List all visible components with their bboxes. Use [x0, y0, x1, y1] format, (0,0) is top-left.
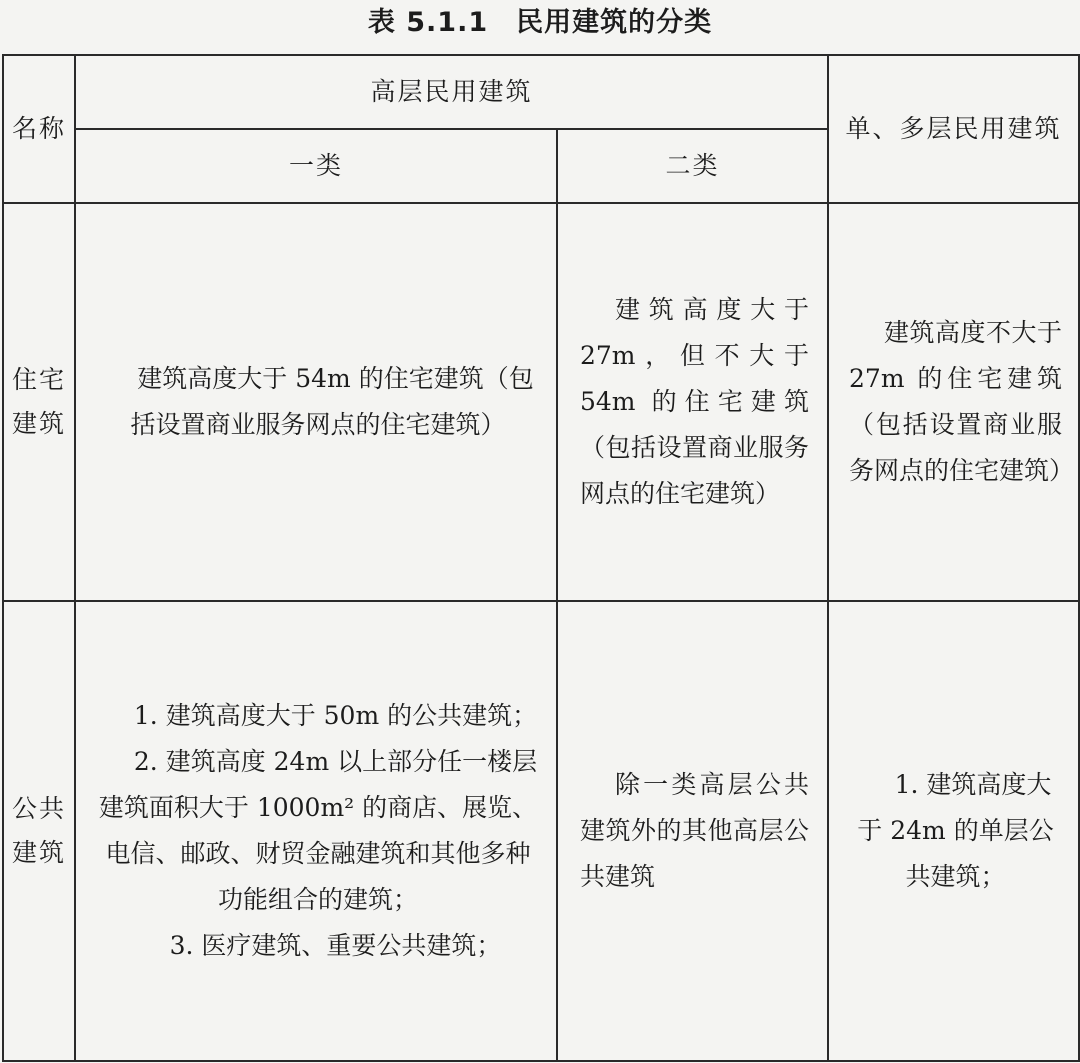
- building-classification-table: [2, 54, 1080, 1062]
- residential-class-two-cell: [557, 203, 828, 601]
- class-one-header-cell: [75, 129, 557, 203]
- public-row: [3, 601, 1079, 1061]
- table-caption: 表 5.1.1 民用建筑的分类: [367, 7, 713, 38]
- residential-class-one-text: 建筑高度大于 54m 的住宅建筑（包括设置商业服务网点的住宅建筑）: [130, 364, 534, 439]
- residential-class-one-cell: [75, 203, 557, 601]
- header-row: [3, 55, 1079, 129]
- name-header: 名称: [11, 114, 66, 143]
- public-class-two-cell: [557, 601, 828, 1061]
- residential-low-multi-text: 建筑高度不大于 27m 的住宅建筑（包括设置商业服务网点的住宅建筑）: [849, 318, 1075, 485]
- public-class-one-item: 1. 建筑高度大于 50m 的公共建筑；: [133, 701, 538, 730]
- public-low-multi-cell: [828, 601, 1079, 1061]
- residential-class-two-text: 建筑高度大于 27m，但不大于 54m 的住宅建筑（包括设置商业服务网点的住宅建筑）: [580, 295, 810, 508]
- class-one-header: 一类: [288, 151, 343, 180]
- low-multi-header: 单、多层民用建筑: [845, 114, 1062, 143]
- public-name: 公共建筑: [11, 794, 66, 867]
- low-multi-header-cell: [828, 55, 1079, 203]
- public-class-one-item: 3. 医疗建筑、重要公共建筑；: [169, 931, 502, 960]
- public-class-one-cell: [75, 601, 557, 1061]
- residential-row: [3, 203, 1079, 601]
- residential-name-cell: [3, 203, 75, 601]
- high-rise-header-cell: [75, 55, 828, 129]
- class-two-header: 二类: [665, 151, 720, 180]
- public-low-multi-item: 1. 建筑高度大于 24m 的单层公共建筑；: [857, 770, 1054, 891]
- residential-low-multi-cell: [828, 203, 1079, 601]
- high-rise-header: 高层民用建筑: [370, 77, 533, 106]
- residential-name: 住宅建筑: [11, 365, 66, 438]
- public-class-one-item: 2. 建筑高度 24m 以上部分任一楼层建筑面积大于 1000m² 的商店、展览、电信、邮政、财贸金融建筑和其他多种功能组合的建筑；: [98, 747, 538, 914]
- class-two-header-cell: [557, 129, 828, 203]
- public-name-cell: [3, 601, 75, 1061]
- name-header-cell: [3, 55, 75, 203]
- public-class-two-text: 除一类高层公共建筑外的其他高层公共建筑: [580, 770, 810, 891]
